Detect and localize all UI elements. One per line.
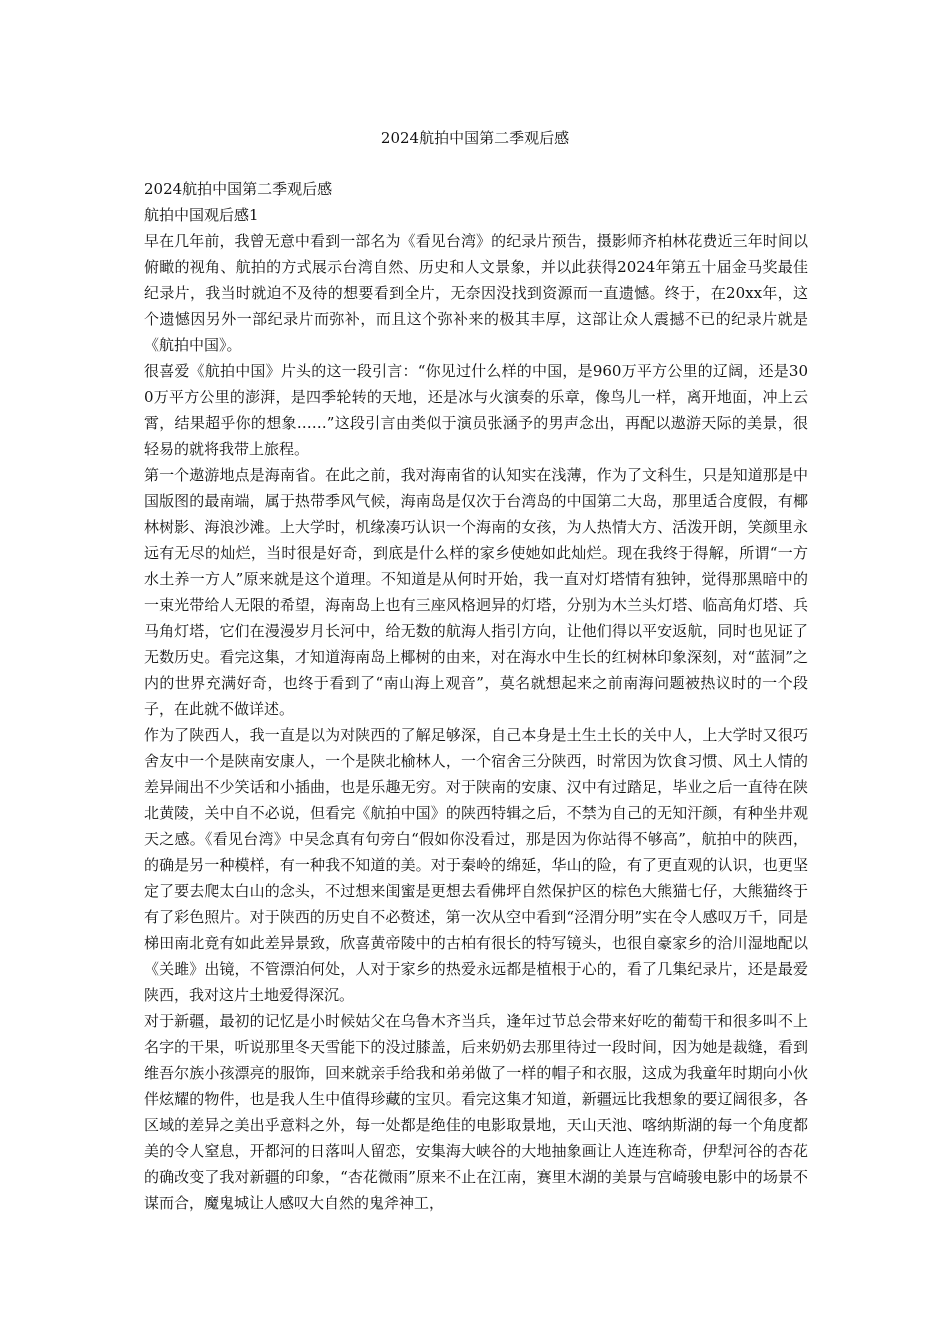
paragraph-hainan: 第一个遨游地点是海南省。在此之前，我对海南省的认知实在浅薄，作为了文科生，只是知道那是中国版图的最南端，属于热带季风气候，海南岛是仅次于台湾岛的中国第二大岛，那里适合度假，有椰林树影、海浪沙滩。上大学时，机缘凑巧认识一个海南的女孩，为人热情大方、活泼开朗，笑颜里永远有无尽的灿烂，当时很是好奇，到底是什么样的家乡使她如此灿烂。现在我终于得解，所谓“一方水土养一方人”原来就是这个道理。不知道是从何时开始，我一直对灯塔情有独钟，觉得那黑暗中的一束光带给人无限的希望，海南岛上也有三座风格迥异的灯塔，分别为木兰头灯塔、临高角灯塔、兵马角灯塔，它们在漫漫岁月长河中，给无数的航海人指引方向，让他们得以平安返航，同时也见证了无数历史。看完这集，才知道海南岛上椰树的由来，对在海水中生长的红树林印象深刻，对“蓝洞”之内的世界充满好奇，也终于看到了“南山海上观音”，莫名就想起来之前南海问题被热议时的一个段子，在此就不做详述。 [144, 466, 808, 718]
paragraph-intro: 早在几年前，我曾无意中看到一部名为《看见台湾》的纪录片预告，摄影师齐柏林花费近三年时间以俯瞰的视角、航拍的方式展示台湾自然、历史和人文景象，并以此获得2024年第五十届金马奖最佳纪录片，我当时就迫不及待的想要看到全片，无奈因没找到资源而一直遗憾。终于，在20xx年，这个遗憾因另外一部纪录片而弥补，而且这个弥补来的极其丰厚，这部让众人震撼不已的纪录片就是《航拍中国》。 [144, 232, 808, 354]
document-body [144, 176, 808, 1216]
paragraph-shaanxi: 作为了陕西人，我一直是以为对陕西的了解足够深，自己本身是土生土长的关中人，上大学时又很巧舍友中一个是陕南安康人，一个是陕北榆林人，一个宿舍三分陕西，时常因为饮食习惯、风土人情的差异闹出不少笑话和小插曲，也是乐趣无穷。对于陕南的安康、汉中有过踏足，毕业之后一直待在陕北黄陵，关中自不必说，但看完《航拍中国》的陕西特辑之后，不禁为自己的无知汗颜，有种坐井观天之感。《看见台湾》中吴念真有句旁白“假如你没看过，那是因为你站得不够高”，航拍中的陕西，的确是另一种模样，有一种我不知道的美。对于秦岭的绵延，华山的险，有了更直观的认识，也更坚定了要去爬太白山的念头，不过想来闺蜜是更想去看佛坪自然保护区的棕色大熊猫七仔，大熊猫终于有了彩色照片。对于陕西的历史自不必赘述，第一次从空中看到“泾渭分明”实在令人感叹万千，同是梯田南北竟有如此差异景致，欣喜黄帝陵中的古柏有很长的特写镜头，也很自豪家乡的洽川湿地配以《关雎》出镜，不管漂泊何处，人对于家乡的热爱永远都是植根于心的，看了几集纪录片，还是最爱陕西，我对这片土地爱得深沉。 [144, 726, 808, 1004]
paragraph-xinjiang: 对于新疆，最初的记忆是小时候姑父在乌鲁木齐当兵，逢年过节总会带来好吃的葡萄干和很多叫不上名字的干果，听说那里冬天雪能下的没过膝盖，后来奶奶去那里待过一段时间，因为她是裁缝，看到维吾尔族小孩漂亮的服饰，回来就亲手给我和弟弟做了一样的帽子和衣服，这成为我童年时期向小伙伴炫耀的物件，也是我人生中值得珍藏的宝贝。看完这集才知道，新疆远比我想象的要辽阔很多，各区域的差异之美出乎意料之外，每一处都是绝佳的电影取景地，天山天池、喀纳斯湖的每一个角度都美的令人窒息，开都河的日落叫人留恋，安集海大峡谷的大地抽象画让人连连称奇，伊犁河谷的杏花的确改变了我对新疆的印象，“杏花微雨”原来不止在江南，赛里木湖的美景与宫崎骏电影中的场景不谋而合，魔鬼城让人感叹大自然的鬼斧神工， [144, 1012, 808, 1212]
subtitle-line: 2024航拍中国第二季观后感 [144, 180, 333, 198]
section-heading: 航拍中国观后感1 [144, 206, 259, 224]
paragraph-opening-quote: 很喜爱《航拍中国》片头的这一段引言：“你见过什么样的中国，是960万平方公里的辽阔，还是300万平方公里的澎湃，是四季轮转的天地，还是冰与火演奏的乐章，像鸟儿一样，离开地面，冲上云霄，结果超乎你的想象……”这段引言由类似于演员张涵予的男声念出，再配以遨游天际的美景，很轻易的就将我带上旅程。 [144, 362, 808, 458]
document-title: 2024航拍中国第二季观后感 [380, 129, 570, 147]
